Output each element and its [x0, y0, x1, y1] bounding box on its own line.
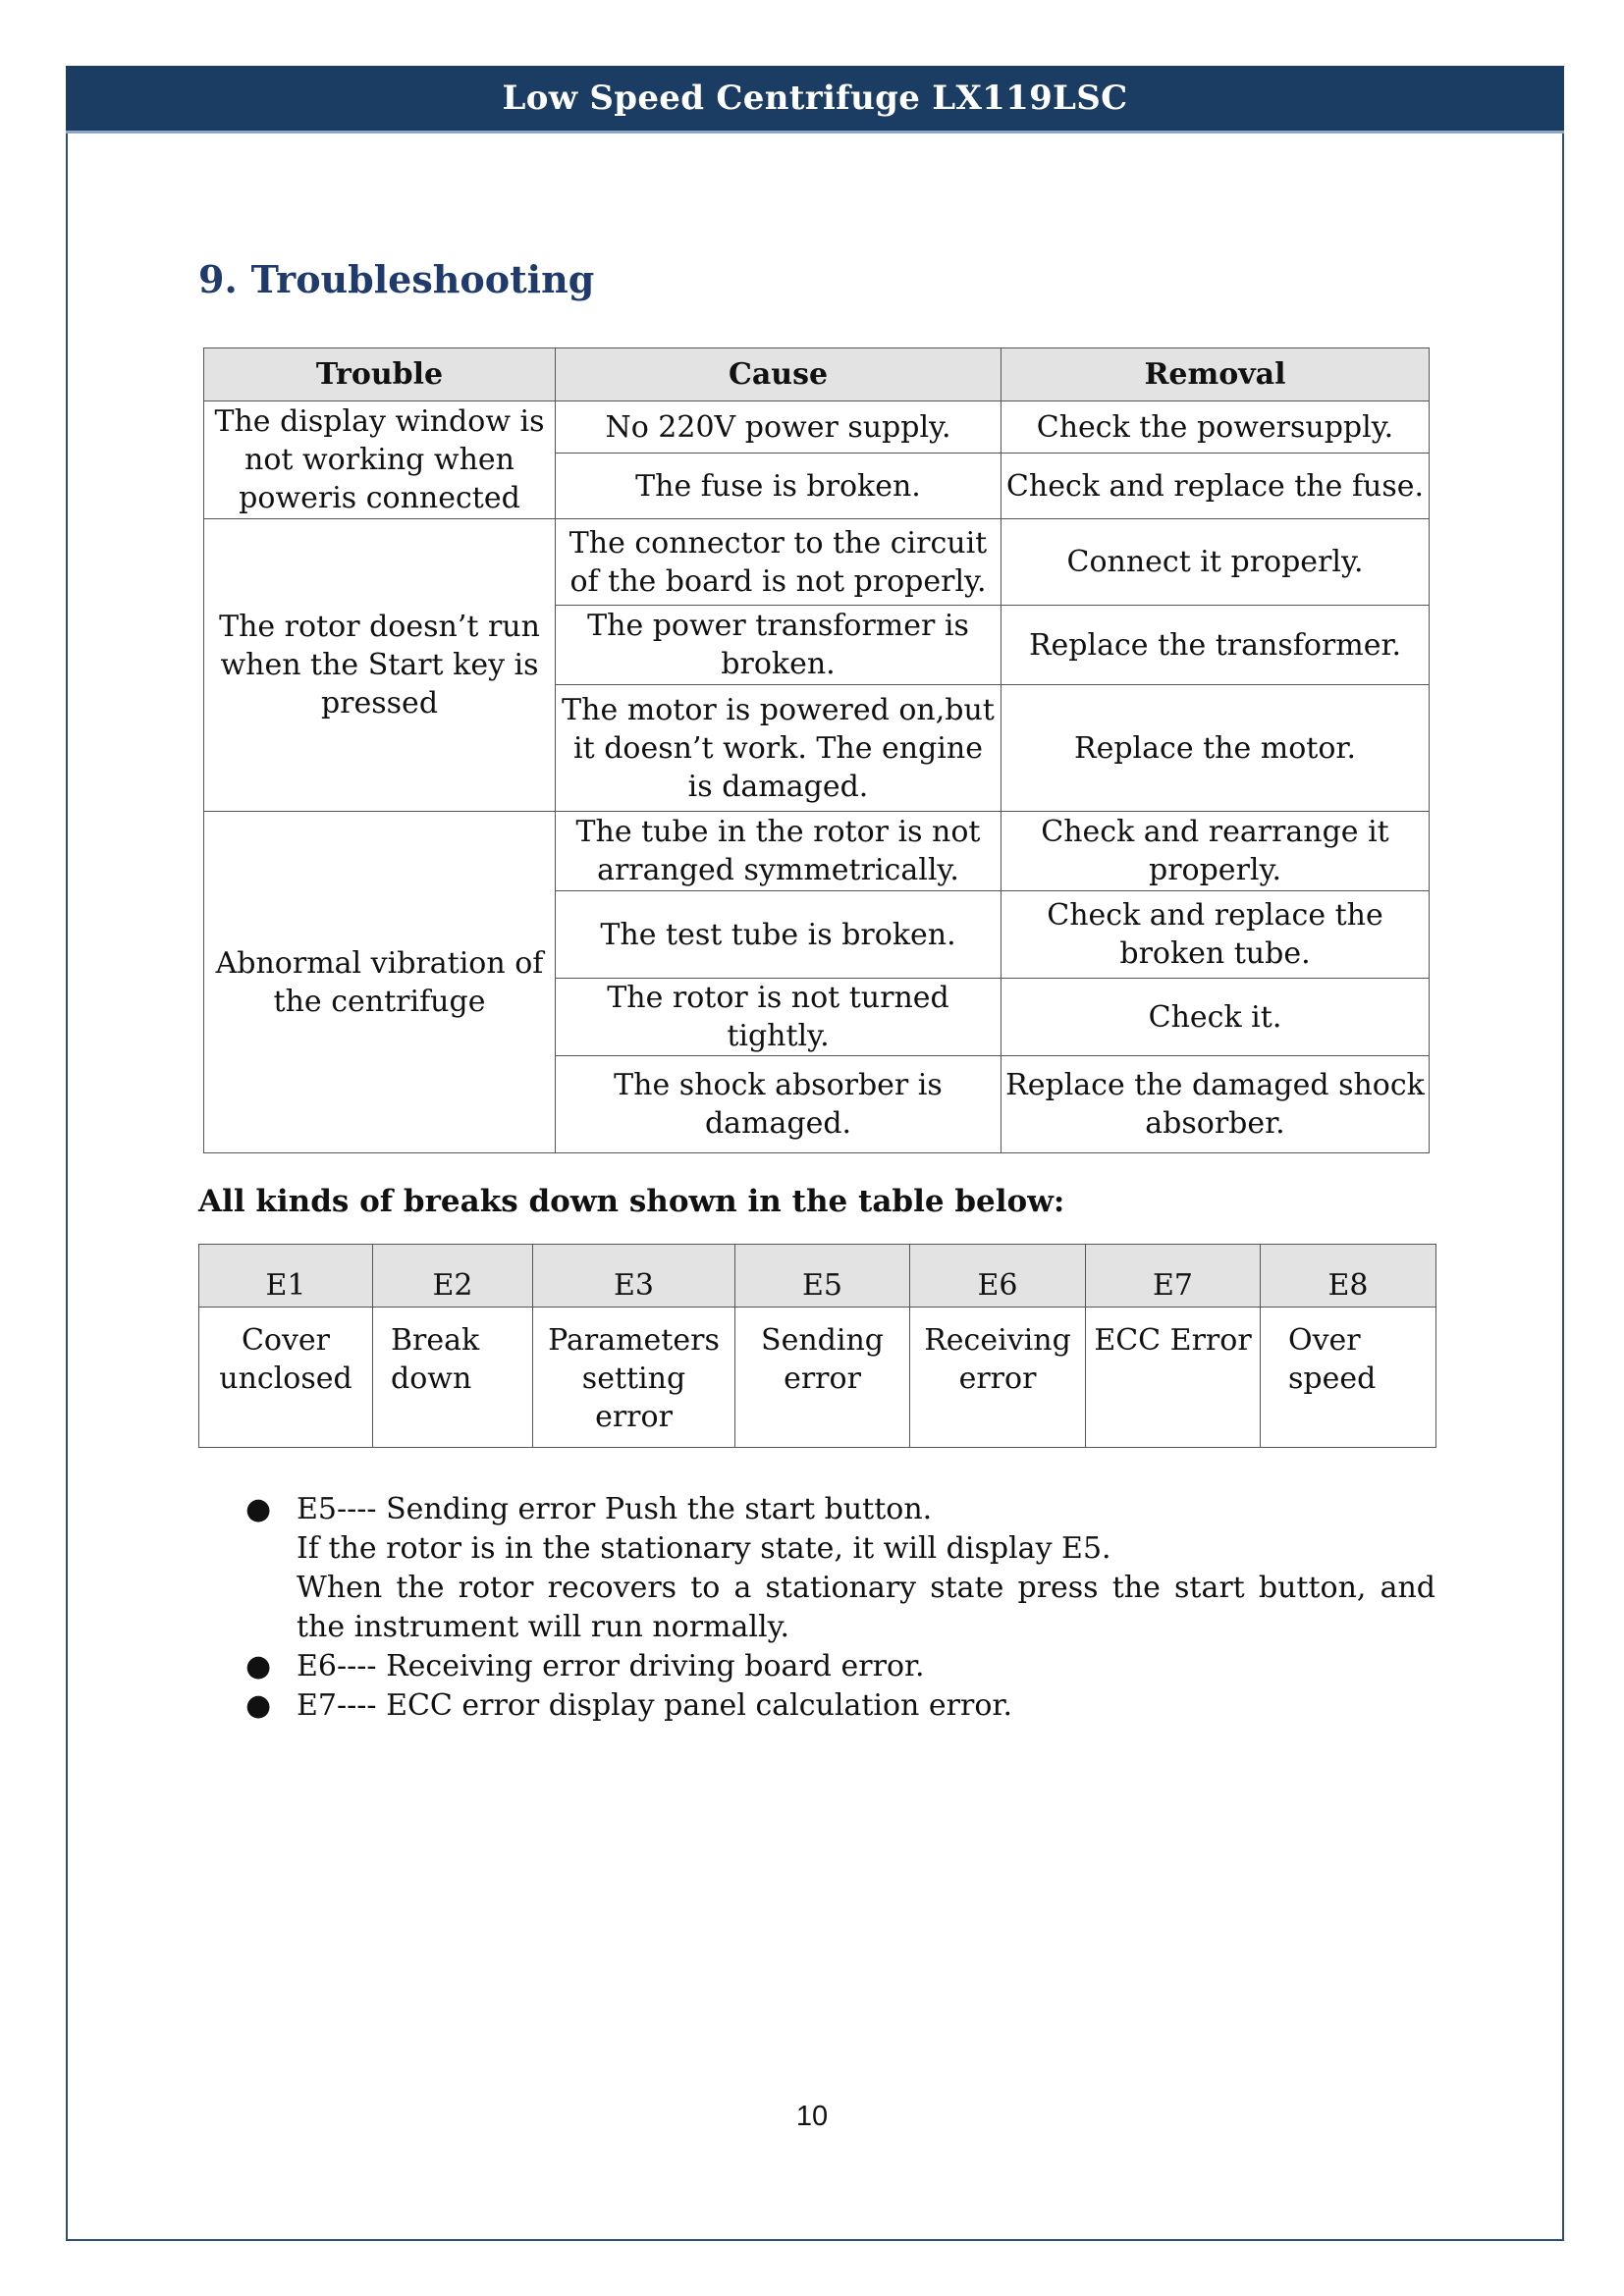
trouble-cell: Abnormal vibration of the centrifuge [204, 812, 556, 1153]
cause-cell: The motor is powered on,but it doesn’t work. The engine is damaged. [556, 685, 1001, 812]
header-trouble: Trouble [204, 348, 556, 401]
note-line: E7---- ECC error display panel calculation error. [297, 1688, 1012, 1723]
removal-cell: Check and replace the fuse. [1001, 454, 1430, 519]
bullet-icon: ● [245, 1649, 272, 1683]
document-header [66, 66, 1564, 133]
error-code: E1 [199, 1245, 373, 1308]
error-description: Break down [373, 1308, 533, 1448]
note-line: E5---- Sending error Push the start button. [297, 1492, 933, 1526]
codes-header-row [199, 1245, 1436, 1308]
error-code: E8 [1261, 1245, 1436, 1308]
header-removal: Removal [1001, 348, 1430, 401]
error-code: E6 [910, 1245, 1086, 1308]
error-codes-table [198, 1244, 1436, 1448]
trouble-cell: The display window is not working when poweris connected [204, 401, 556, 519]
error-description: Cover unclosed [199, 1308, 373, 1448]
note-line: If the rotor is in the stationary state, it will display E5. [297, 1531, 1111, 1566]
removal-cell: Check and rearrange it properly. [1001, 812, 1430, 891]
error-code: E2 [373, 1245, 533, 1308]
removal-cell: Replace the transformer. [1001, 606, 1430, 685]
error-description: Receiving error [910, 1308, 1086, 1448]
bullet-icon: ● [245, 1688, 272, 1723]
error-code: E3 [533, 1245, 735, 1308]
note-line: E6---- Receiving error driving board error. [297, 1649, 925, 1683]
removal-cell: Connect it properly. [1001, 519, 1430, 606]
troubleshooting-table [203, 347, 1430, 1153]
error-description: Over speed [1261, 1308, 1436, 1448]
section-heading [198, 257, 594, 301]
cause-cell: The connector to the circuit of the board is not properly. [556, 519, 1001, 606]
bullet-icon: ● [245, 1492, 272, 1526]
error-description: Parameters setting error [533, 1308, 735, 1448]
cause-cell: The shock absorber is damaged. [556, 1056, 1001, 1153]
cause-cell: The test tube is broken. [556, 891, 1001, 979]
section-title: Troubleshooting [250, 257, 595, 301]
cause-cell: No 220V power supply. [556, 401, 1001, 454]
breakdowns-heading: All kinds of breaks down shown in the table below: [198, 1184, 1065, 1219]
page-number: 10 [795, 2101, 829, 2132]
table-row [204, 812, 1430, 891]
removal-cell: Check it. [1001, 979, 1430, 1056]
error-description: ECC Error [1086, 1308, 1261, 1448]
error-notes-list [245, 1490, 1435, 1726]
error-description: Sending error [735, 1308, 910, 1448]
header-cause: Cause [556, 348, 1001, 401]
removal-cell: Replace the damaged shock absorber. [1001, 1056, 1430, 1153]
codes-description-row [199, 1308, 1436, 1448]
list-item [245, 1686, 1435, 1726]
list-item [245, 1647, 1435, 1686]
list-item [245, 1490, 1435, 1647]
error-code: E7 [1086, 1245, 1261, 1308]
table-row [204, 519, 1430, 606]
document-title: Low Speed Centrifuge LX119LSC [502, 79, 1128, 118]
removal-cell: Replace the motor. [1001, 685, 1430, 812]
cause-cell: The tube in the rotor is not arranged symmetrically. [556, 812, 1001, 891]
cause-cell: The fuse is broken. [556, 454, 1001, 519]
table-row [204, 401, 1430, 454]
removal-cell: Check and replace the broken tube. [1001, 891, 1430, 979]
trouble-cell: The rotor doesn’t run when the Start key is pressed [204, 519, 556, 812]
cause-cell: The rotor is not turned tightly. [556, 979, 1001, 1056]
removal-cell: Check the powersupply. [1001, 401, 1430, 454]
note-line: When the rotor recovers to a stationary state press the start button, and the instrument will run normally. [297, 1571, 1435, 1644]
error-code: E5 [735, 1245, 910, 1308]
table-header-row [204, 348, 1430, 401]
section-number: 9. [198, 257, 238, 301]
cause-cell: The power transformer is broken. [556, 606, 1001, 685]
